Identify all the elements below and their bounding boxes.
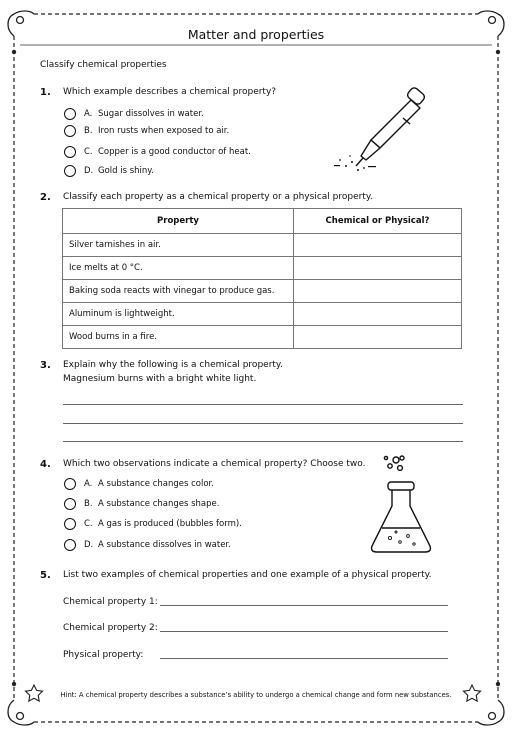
page-subtitle: Classify chemical properties xyxy=(40,60,167,70)
property-cell: Baking soda reacts with vinegar to produce gas. xyxy=(63,280,294,303)
table-header-row xyxy=(63,209,462,234)
properties-table xyxy=(62,208,462,349)
q1-option-c[interactable]: C. Copper is a good conductor of heat. xyxy=(64,146,251,158)
answer-line[interactable] xyxy=(63,423,463,424)
header-property: Property xyxy=(63,209,294,234)
q5-number: 5. xyxy=(40,570,51,581)
hint-text: Hint: A chemical property describes a substance’s ability to undergo a chemical change and form new substances. xyxy=(60,691,452,699)
answer-line[interactable] xyxy=(160,658,448,659)
checkbox-bubble[interactable] xyxy=(64,478,76,490)
radio-bubble[interactable] xyxy=(64,165,76,177)
q4-number: 4. xyxy=(40,459,51,470)
answer-line[interactable] xyxy=(63,404,463,405)
q4-text: Which two observations indicate a chemical property? Choose two. xyxy=(63,459,366,469)
q1-option-b[interactable]: B. Iron rusts when exposed to air. xyxy=(64,125,229,137)
property-cell: Aluminum is lightweight. xyxy=(63,303,294,326)
q4-option-d[interactable]: D. A substance dissolves in water. xyxy=(64,539,231,551)
property-cell: Wood burns in a fire. xyxy=(63,326,294,349)
table-row xyxy=(63,326,462,349)
field-label-chemical-2: Chemical property 2: xyxy=(63,623,158,633)
dropper-icon xyxy=(328,86,438,176)
q5-text: List two examples of chemical properties and one example of a physical property. xyxy=(63,570,432,580)
answer-cell[interactable] xyxy=(294,234,462,257)
q3-text: Explain why the following is a chemical property. xyxy=(63,360,283,370)
radio-bubble[interactable] xyxy=(64,125,76,137)
answer-cell[interactable] xyxy=(294,280,462,303)
checkbox-bubble[interactable] xyxy=(64,518,76,530)
q4-option-c[interactable]: C. A gas is produced (bubbles form). xyxy=(64,518,242,530)
checkbox-bubble[interactable] xyxy=(64,498,76,510)
q1-option-d[interactable]: D. Gold is shiny. xyxy=(64,165,154,177)
q2-text: Classify each property as a chemical property or a physical property. xyxy=(63,192,373,202)
q1-text: Which example describes a chemical property? xyxy=(63,87,277,97)
table-row xyxy=(63,257,462,280)
table-row xyxy=(63,234,462,257)
table-row xyxy=(63,303,462,326)
answer-cell[interactable] xyxy=(294,326,462,349)
property-cell: Silver tarnishes in air. xyxy=(63,234,294,257)
q1-number: 1. xyxy=(40,87,51,98)
field-label-physical: Physical property: xyxy=(63,650,144,660)
radio-bubble[interactable] xyxy=(64,146,76,158)
checkbox-bubble[interactable] xyxy=(64,539,76,551)
q3-text-2: Magnesium burns with a bright white light. xyxy=(63,374,257,384)
field-label-chemical-1: Chemical property 1: xyxy=(63,597,158,607)
answer-cell[interactable] xyxy=(294,257,462,280)
answer-cell[interactable] xyxy=(294,303,462,326)
answer-line[interactable] xyxy=(63,441,463,442)
q4-option-b[interactable]: B. A substance changes shape. xyxy=(64,498,219,510)
property-cell: Ice melts at 0 °C. xyxy=(63,257,294,280)
answer-line[interactable] xyxy=(160,631,448,632)
flask-icon xyxy=(362,452,442,560)
radio-bubble[interactable] xyxy=(64,108,76,120)
q4-option-a[interactable]: A. A substance changes color. xyxy=(64,478,214,490)
answer-line[interactable] xyxy=(160,605,448,606)
q3-number: 3. xyxy=(40,360,51,371)
q1-option-a[interactable]: A. Sugar dissolves in water. xyxy=(64,108,204,120)
page-title: Matter and properties xyxy=(187,27,325,42)
table-row xyxy=(63,280,462,303)
header-classification: Chemical or Physical? xyxy=(294,209,462,234)
q2-number: 2. xyxy=(40,192,51,203)
